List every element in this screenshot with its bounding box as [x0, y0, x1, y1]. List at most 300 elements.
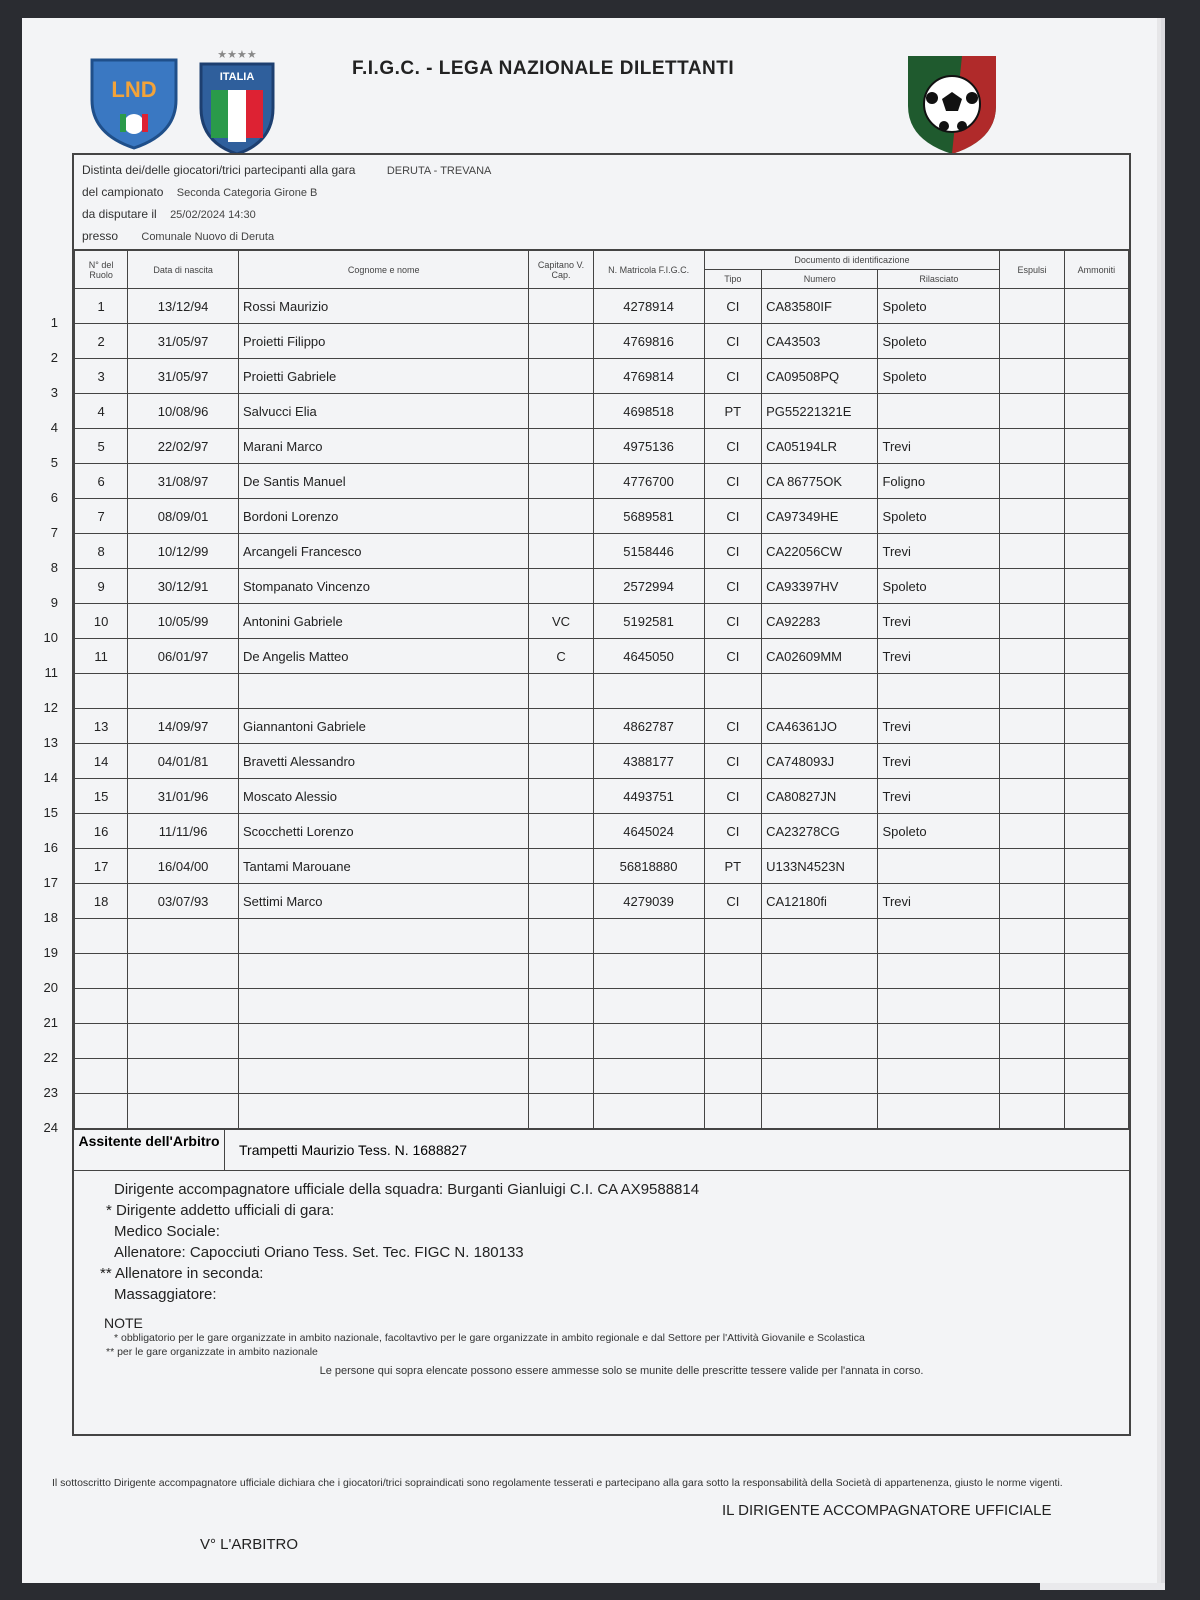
table-row [75, 359, 1129, 394]
cell-espulsi [1000, 989, 1064, 1024]
col-numero: Numero [762, 270, 878, 289]
cell-tipo: PT [704, 394, 762, 429]
cell-cap [529, 359, 593, 394]
cell-cap [529, 429, 593, 464]
margin-row-number: 8 [50, 560, 58, 575]
cell-rilasciato [878, 1094, 1000, 1129]
cell-nascita: 10/12/99 [128, 534, 239, 569]
margin-row-number: 6 [50, 490, 58, 505]
col-rilasciato: Rilasciato [878, 270, 1000, 289]
massaggiatore-line: Massaggiatore: [114, 1286, 217, 1303]
cell-nome: Stompanato Vincenzo [239, 569, 529, 604]
margin-row-number: 17 [43, 875, 58, 890]
campionato-line [82, 181, 1129, 203]
cell-cap [529, 289, 593, 324]
cell-numero: CA12180fi [762, 884, 878, 919]
cell-cap [529, 394, 593, 429]
cell-espulsi [1000, 289, 1064, 324]
cell-rilasciato: Trevi [878, 604, 1000, 639]
cell-matricola [593, 1094, 704, 1129]
cell-tipo: CI [704, 814, 762, 849]
cell-cap [529, 1024, 593, 1059]
cell-ammoniti [1064, 674, 1128, 709]
cell-ruolo [75, 919, 128, 954]
cell-ammoniti [1064, 849, 1128, 884]
cell-nome: De Angelis Matteo [239, 639, 529, 674]
cell-ruolo [75, 954, 128, 989]
table-row [75, 289, 1129, 324]
cell-cap: VC [529, 604, 593, 639]
cell-numero: CA748093J [762, 744, 878, 779]
cell-espulsi [1000, 359, 1064, 394]
table-header-row [75, 251, 1129, 270]
cell-espulsi [1000, 744, 1064, 779]
cell-rilasciato [878, 989, 1000, 1024]
cell-numero: CA97349HE [762, 499, 878, 534]
cell-tipo: PT [704, 849, 762, 884]
table-row [75, 814, 1129, 849]
cell-numero: U133N4523N [762, 849, 878, 884]
cell-ruolo: 3 [75, 359, 128, 394]
medico-line: Medico Sociale: [114, 1223, 220, 1240]
campionato-value: Seconda Categoria Girone B [176, 187, 318, 199]
cell-nascita: 31/01/96 [128, 779, 239, 814]
margin-row-number: 4 [50, 420, 58, 435]
table-row [75, 954, 1129, 989]
cell-rilasciato: Trevi [878, 639, 1000, 674]
margin-row-number: 9 [50, 595, 58, 610]
match-info [74, 155, 1129, 250]
margin-row-number: 20 [43, 980, 58, 995]
cell-cap [529, 744, 593, 779]
col-nascita: Data di nascita [128, 251, 239, 289]
cell-cap [529, 534, 593, 569]
cell-tipo [704, 674, 762, 709]
table-row [75, 324, 1129, 359]
cell-ruolo [75, 674, 128, 709]
distinta-form [72, 153, 1131, 1436]
gara-value: DERUTA - TREVANA [386, 165, 492, 177]
cell-ammoniti [1064, 919, 1128, 954]
svg-text:ITALIA: ITALIA [219, 71, 255, 83]
cell-ruolo: 15 [75, 779, 128, 814]
cell-nascita: 10/08/96 [128, 394, 239, 429]
cell-numero: CA46361JO [762, 709, 878, 744]
cell-nascita: 22/02/97 [128, 429, 239, 464]
cell-cap [529, 954, 593, 989]
cell-nome: Tantami Marouane [239, 849, 529, 884]
cell-ruolo [75, 1024, 128, 1059]
cell-numero: CA22056CW [762, 534, 878, 569]
cell-nome: Marani Marco [239, 429, 529, 464]
presso-line [82, 225, 1129, 247]
cell-numero [762, 1094, 878, 1129]
cell-rilasciato [878, 954, 1000, 989]
cell-ammoniti [1064, 1059, 1128, 1094]
cell-cap [529, 464, 593, 499]
cell-nascita: 30/12/91 [128, 569, 239, 604]
table-row [75, 604, 1129, 639]
cell-ammoniti [1064, 359, 1128, 394]
cell-tipo [704, 954, 762, 989]
cell-nascita: 13/12/94 [128, 289, 239, 324]
margin-row-number: 18 [43, 910, 58, 925]
cell-cap [529, 709, 593, 744]
note-1: * obbligatorio per le gare organizzate in ambito nazionale, facoltavtivo per le gare organizzate in ambito regionale e dal Settore per l'Attività Giovanile e Scolastica [114, 1332, 865, 1344]
margin-row-number: 13 [43, 735, 58, 750]
cell-nome: Proietti Gabriele [239, 359, 529, 394]
cell-espulsi [1000, 324, 1064, 359]
assistente-label: Assitente dell'Arbitro [74, 1130, 225, 1170]
table-row [75, 499, 1129, 534]
cell-numero: CA80827JN [762, 779, 878, 814]
cell-tipo [704, 1094, 762, 1129]
cell-nascita: 14/09/97 [128, 709, 239, 744]
cell-cap: C [529, 639, 593, 674]
cell-numero: CA23278CG [762, 814, 878, 849]
cell-rilasciato [878, 849, 1000, 884]
table-row [75, 709, 1129, 744]
cell-ruolo: 14 [75, 744, 128, 779]
cell-ruolo: 11 [75, 639, 128, 674]
cell-nome: Arcangeli Francesco [239, 534, 529, 569]
cell-cap [529, 989, 593, 1024]
cell-espulsi [1000, 954, 1064, 989]
cell-nome: Bordoni Lorenzo [239, 499, 529, 534]
cell-nome: Scocchetti Lorenzo [239, 814, 529, 849]
col-matricola: N. Matricola F.I.G.C. [593, 251, 704, 289]
table-row [75, 1094, 1129, 1129]
cell-numero: CA83580IF [762, 289, 878, 324]
cell-tipo: CI [704, 639, 762, 674]
cell-numero: PG55221321E [762, 394, 878, 429]
cell-matricola: 5192581 [593, 604, 704, 639]
cell-ruolo: 8 [75, 534, 128, 569]
data-label: da disputare il [82, 207, 157, 221]
cell-espulsi [1000, 849, 1064, 884]
margin-row-number: 1 [50, 315, 58, 330]
cell-nascita [128, 1024, 239, 1059]
cell-nascita: 03/07/93 [128, 884, 239, 919]
cell-nome [239, 674, 529, 709]
cell-numero: CA09508PQ [762, 359, 878, 394]
cell-cap [529, 1059, 593, 1094]
cell-ruolo: 13 [75, 709, 128, 744]
cell-nome [239, 1094, 529, 1129]
data-line [82, 203, 1129, 225]
data-value: 25/02/2024 14:30 [170, 209, 256, 221]
cell-nascita [128, 1059, 239, 1094]
cell-ammoniti [1064, 639, 1128, 674]
table-row [75, 1059, 1129, 1094]
cell-espulsi [1000, 429, 1064, 464]
cell-numero: CA92283 [762, 604, 878, 639]
margin-row-number: 14 [43, 770, 58, 785]
cell-matricola: 5689581 [593, 499, 704, 534]
svg-text:★★★★: ★★★★ [217, 48, 257, 61]
cell-matricola [593, 674, 704, 709]
table-row [75, 639, 1129, 674]
assistente-value: Trampetti Maurizio Tess. N. 1688827 [239, 1142, 467, 1158]
cell-ruolo: 18 [75, 884, 128, 919]
cell-nascita: 31/08/97 [128, 464, 239, 499]
lnd-logo [86, 52, 182, 152]
cell-tipo: CI [704, 499, 762, 534]
cell-ammoniti [1064, 1024, 1128, 1059]
margin-row-number: 3 [50, 385, 58, 400]
allenatore-line: Allenatore: Capocciuti Oriano Tess. Set. Tec. FIGC N. 180133 [114, 1244, 524, 1261]
presso-label: presso [82, 229, 119, 243]
cell-cap [529, 779, 593, 814]
cell-rilasciato: Trevi [878, 709, 1000, 744]
cell-tipo: CI [704, 359, 762, 394]
page-title: F.I.G.C. - LEGA NAZIONALE DILETTANTI [352, 58, 735, 79]
cell-cap [529, 674, 593, 709]
cell-matricola: 4698518 [593, 394, 704, 429]
cell-ruolo: 7 [75, 499, 128, 534]
table-row [75, 849, 1129, 884]
cell-espulsi [1000, 639, 1064, 674]
cell-nascita: 11/11/96 [128, 814, 239, 849]
cell-espulsi [1000, 534, 1064, 569]
cell-nome: Bravetti Alessandro [239, 744, 529, 779]
allenatore2-line: ** Allenatore in seconda: [100, 1265, 264, 1282]
margin-row-number: 24 [43, 1120, 58, 1135]
cell-nome: Moscato Alessio [239, 779, 529, 814]
cell-nome: Antonini Gabriele [239, 604, 529, 639]
note-label: NOTE [104, 1315, 143, 1331]
margin-row-number: 5 [50, 455, 58, 470]
cell-matricola: 4278914 [593, 289, 704, 324]
cell-ammoniti [1064, 744, 1128, 779]
table-row [75, 779, 1129, 814]
cell-cap [529, 919, 593, 954]
cell-espulsi [1000, 1059, 1064, 1094]
cell-tipo [704, 1024, 762, 1059]
cell-espulsi [1000, 674, 1064, 709]
cell-espulsi [1000, 779, 1064, 814]
cell-nascita: 31/05/97 [128, 359, 239, 394]
cell-nome: Settimi Marco [239, 884, 529, 919]
col-espulsi: Espulsi [1000, 251, 1064, 289]
cell-nascita [128, 674, 239, 709]
cell-nascita [128, 989, 239, 1024]
margin-row-number: 7 [50, 525, 58, 540]
cell-ruolo: 9 [75, 569, 128, 604]
cell-tipo: CI [704, 464, 762, 499]
cell-espulsi [1000, 709, 1064, 744]
cell-matricola: 2572994 [593, 569, 704, 604]
cell-numero [762, 1024, 878, 1059]
cell-cap [529, 814, 593, 849]
cell-espulsi [1000, 499, 1064, 534]
figc-italia-logo [197, 46, 277, 156]
margin-row-number: 2 [50, 350, 58, 365]
cell-ruolo: 10 [75, 604, 128, 639]
cell-rilasciato [878, 394, 1000, 429]
table-row [75, 1024, 1129, 1059]
margin-row-number: 16 [43, 840, 58, 855]
cell-nascita: 31/05/97 [128, 324, 239, 359]
cell-ammoniti [1064, 954, 1128, 989]
cell-rilasciato: Trevi [878, 779, 1000, 814]
cell-nome [239, 1059, 529, 1094]
cell-ammoniti [1064, 324, 1128, 359]
cell-nascita: 04/01/81 [128, 744, 239, 779]
dirigente-signature-label: IL DIRIGENTE ACCOMPAGNATORE UFFICIALE [722, 1502, 1052, 1519]
cell-matricola: 4645024 [593, 814, 704, 849]
assistente-arbitro-row [74, 1129, 1129, 1170]
cell-nome: De Santis Manuel [239, 464, 529, 499]
staff-section [74, 1170, 1129, 1434]
cell-ruolo [75, 989, 128, 1024]
cell-numero: CA 86775OK [762, 464, 878, 499]
cell-tipo: CI [704, 604, 762, 639]
table-row [75, 394, 1129, 429]
cell-numero: CA43503 [762, 324, 878, 359]
cell-rilasciato: Spoleto [878, 324, 1000, 359]
cell-rilasciato [878, 919, 1000, 954]
table-row [75, 464, 1129, 499]
cell-nascita: 16/04/00 [128, 849, 239, 884]
cell-nascita [128, 1094, 239, 1129]
cell-rilasciato: Spoleto [878, 289, 1000, 324]
cell-rilasciato: Spoleto [878, 569, 1000, 604]
cell-ruolo: 16 [75, 814, 128, 849]
cell-ammoniti [1064, 534, 1128, 569]
cell-numero [762, 989, 878, 1024]
cell-espulsi [1000, 884, 1064, 919]
cell-nascita: 10/05/99 [128, 604, 239, 639]
cell-espulsi [1000, 604, 1064, 639]
cell-ruolo: 2 [75, 324, 128, 359]
cell-matricola [593, 989, 704, 1024]
cell-tipo: CI [704, 709, 762, 744]
gara-label: Distinta dei/delle giocatori/trici partecipanti alla gara [82, 163, 356, 177]
cell-cap [529, 849, 593, 884]
cell-rilasciato: Spoleto [878, 814, 1000, 849]
cell-numero: CA02609MM [762, 639, 878, 674]
cell-ammoniti [1064, 1094, 1128, 1129]
cell-espulsi [1000, 394, 1064, 429]
col-documento: Documento di identificazione [704, 251, 1000, 270]
cell-tipo: CI [704, 569, 762, 604]
margin-row-number: 11 [44, 665, 58, 680]
table-row [75, 534, 1129, 569]
cell-matricola: 5158446 [593, 534, 704, 569]
table-row [75, 744, 1129, 779]
cell-matricola: 4493751 [593, 779, 704, 814]
cell-rilasciato [878, 674, 1000, 709]
gara-line [82, 159, 1129, 181]
cell-nascita [128, 954, 239, 989]
players-table [74, 250, 1129, 1129]
table-row [75, 429, 1129, 464]
cell-ammoniti [1064, 499, 1128, 534]
table-row [75, 674, 1129, 709]
cell-tipo: CI [704, 744, 762, 779]
arbitro-signature-label: V° L'ARBITRO [200, 1536, 299, 1553]
cell-rilasciato: Spoleto [878, 499, 1000, 534]
cell-ammoniti [1064, 709, 1128, 744]
cell-matricola: 4769814 [593, 359, 704, 394]
col-capitano: Capitano V. Cap. [529, 251, 593, 289]
margin-row-number: 21 [43, 1015, 58, 1030]
cell-nome [239, 1024, 529, 1059]
cell-tipo: CI [704, 324, 762, 359]
cell-numero: CA05194LR [762, 429, 878, 464]
cell-numero: CA93397HV [762, 569, 878, 604]
cell-matricola: 4769816 [593, 324, 704, 359]
cell-numero [762, 1059, 878, 1094]
margin-row-number: 22 [43, 1050, 58, 1065]
cell-tipo: CI [704, 429, 762, 464]
svg-text:LND: LND [111, 77, 157, 102]
cell-matricola: 4776700 [593, 464, 704, 499]
dirigente-line: Dirigente accompagnatore ufficiale della squadra: Burganti Gianluigi C.I. CA AX9588814 [114, 1181, 700, 1198]
note-2: ** per le gare organizzate in ambito nazionale [106, 1346, 318, 1358]
cell-ammoniti [1064, 814, 1128, 849]
cell-espulsi [1000, 1094, 1064, 1129]
cell-tipo: CI [704, 779, 762, 814]
margin-row-number: 10 [43, 630, 58, 645]
cell-ammoniti [1064, 569, 1128, 604]
cell-nome: Proietti Filippo [239, 324, 529, 359]
cell-ammoniti [1064, 289, 1128, 324]
cell-ruolo: 1 [75, 289, 128, 324]
cell-cap [529, 1094, 593, 1129]
cell-ruolo [75, 1059, 128, 1094]
cell-cap [529, 324, 593, 359]
declaration-text: Il sottoscritto Dirigente accompagnatore ufficiale dichiara che i giocatori/trici sopraindicati sono regolamente tesserati e partecipano alla gara sotto la responsabilità della Società di appartenenza, giusto le norme vigenti. [52, 1477, 1063, 1489]
cell-numero [762, 919, 878, 954]
cell-nascita [128, 919, 239, 954]
cell-espulsi [1000, 1024, 1064, 1059]
table-row [75, 919, 1129, 954]
document-sheet [22, 18, 1157, 1583]
col-ammoniti: Ammoniti [1064, 251, 1128, 289]
cell-ammoniti [1064, 779, 1128, 814]
cell-rilasciato: Trevi [878, 534, 1000, 569]
cell-tipo: CI [704, 534, 762, 569]
table-row [75, 884, 1129, 919]
margin-row-number: 19 [43, 945, 58, 960]
cell-nome [239, 954, 529, 989]
cell-ruolo: 17 [75, 849, 128, 884]
cell-rilasciato [878, 1024, 1000, 1059]
cell-nome [239, 989, 529, 1024]
cell-rilasciato: Trevi [878, 884, 1000, 919]
table-row [75, 569, 1129, 604]
cell-matricola: 4862787 [593, 709, 704, 744]
persone-note: Le persone qui sopra elencate possono essere ammesse solo se munite delle prescritte tessere valide per l'annata in corso. [319, 1365, 924, 1377]
cell-matricola: 56818880 [593, 849, 704, 884]
table-row [75, 989, 1129, 1024]
cell-tipo [704, 919, 762, 954]
cell-ammoniti [1064, 989, 1128, 1024]
cell-rilasciato [878, 1059, 1000, 1094]
margin-row-number: 23 [43, 1085, 58, 1100]
cell-espulsi [1000, 464, 1064, 499]
cell-rilasciato: Trevi [878, 429, 1000, 464]
cell-ruolo: 5 [75, 429, 128, 464]
cell-tipo: CI [704, 884, 762, 919]
cell-nome: Giannantoni Gabriele [239, 709, 529, 744]
cell-rilasciato: Foligno [878, 464, 1000, 499]
cell-matricola [593, 919, 704, 954]
cell-tipo: CI [704, 289, 762, 324]
cell-tipo [704, 989, 762, 1024]
